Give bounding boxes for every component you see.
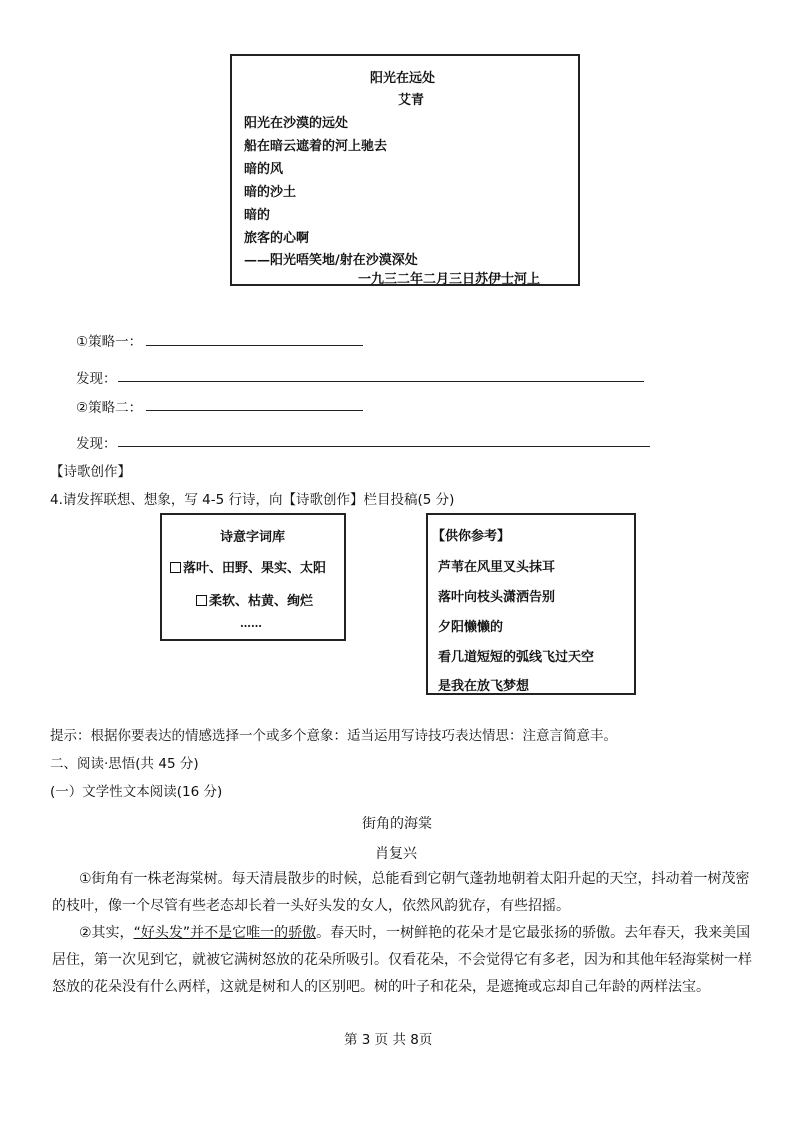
wordbank-box [160, 513, 346, 641]
poem-line: 船在暗云遮着的河上驰去 [244, 139, 388, 154]
poem-line: 暗的 [244, 208, 271, 223]
wordbank-row-2 [196, 590, 313, 609]
checkbox-icon [196, 595, 207, 606]
article-author: 肖复兴 [375, 846, 417, 862]
page-number: 第 3 页 共 8页 [344, 1032, 433, 1048]
wordbank-title: 诗意字词库 [220, 530, 286, 545]
article-paragraph-2 [52, 920, 752, 1001]
poem-box [230, 54, 580, 286]
strategy2-answer-line[interactable] [146, 410, 363, 411]
section-2-heading: 二、阅读·思悟(共 45 分) [50, 756, 199, 772]
question-4: 4.请发挥联想、想象，写 4-5 行诗，向【诗歌创作】栏目投稿(5 分) [50, 492, 455, 508]
finding2-label: 发现： [76, 436, 117, 452]
checkbox-icon [170, 562, 181, 573]
tip-text: 提示：根据你要表达的情感选择一个或多个意象：适当运用写诗技巧表达情思：注意言简意丰。 [50, 728, 617, 744]
reference-line: 芦苇在风里叉头抹耳 [438, 560, 556, 575]
poem-author: 艾青 [398, 93, 425, 108]
finding1-answer-line[interactable] [118, 381, 644, 382]
poem-line: 阳光在沙漠的远处 [244, 116, 349, 131]
subsection-heading: (一）文学性文本阅读(16 分) [50, 784, 223, 800]
poem-date: 一九三二年二月三日苏伊士河上 [358, 272, 541, 287]
reference-line: 看几道短短的弧线飞过天空 [438, 650, 595, 665]
reference-line: 是我在放飞梦想 [438, 679, 530, 694]
finding2-answer-line[interactable] [118, 446, 650, 447]
poem-line: 旅客的心啊 [244, 231, 310, 246]
finding1-label: 发现： [76, 371, 117, 387]
poem-line: ——阳光唔笑地/射在沙漠深处 [244, 253, 418, 268]
paragraph-2-rest: 。春天时，一树鲜艳的花朵才是它最张扬的骄傲。去年春天，我来美国居住，第一次见到它，就被它满树怒放的花朵所吸引。仅看花朵，不会觉得它有多老，因为和其他年轻海棠树一样怒放的花朵没有什么两样，这就是树和人的区别吧。树的叶子和花朵，是遮掩或忘却自己年龄的两样法宝。 [52, 925, 752, 995]
strategy1-label: ①策略一： [76, 334, 143, 350]
poem-title: 阳光在远处 [370, 71, 436, 86]
article-title: 街角的海棠 [362, 816, 432, 832]
underlined-phrase: “好头发”并不是它唯一的骄傲 [133, 925, 317, 941]
reference-box [426, 513, 636, 695]
wordbank-row-1-text: 落叶、田野、果实、太阳 [183, 561, 327, 576]
reference-title: 【供你参考】 [432, 529, 511, 544]
wordbank-ellipsis: …… [240, 617, 262, 630]
strategy2-label: ②策略二： [76, 400, 143, 416]
paragraph-2-start: ②其实， [79, 925, 134, 941]
reference-line: 夕阳懒懒的 [438, 620, 504, 635]
poem-line: 暗的风 [244, 162, 284, 177]
wordbank-row-2-text: 柔软、枯黄、绚烂 [209, 594, 314, 609]
reference-line: 落叶向枝头潇洒告别 [438, 590, 556, 605]
wordbank-row-1 [170, 557, 326, 576]
strategy1-answer-line[interactable] [146, 345, 363, 346]
article-paragraph-1: ①街角有一株老海棠树。每天清晨散步的时候，总能看到它朝气蓬勃地朝着太阳升起的天空，抖动着一树茂密的枝叶，像一个尽管有些老态却长着一头好头发的女人，依然风韵犹存，有些招摇。 [52, 871, 750, 914]
section-heading-poetry: 【诗歌创作】 [50, 464, 131, 480]
poem-line: 暗的沙土 [244, 185, 297, 200]
